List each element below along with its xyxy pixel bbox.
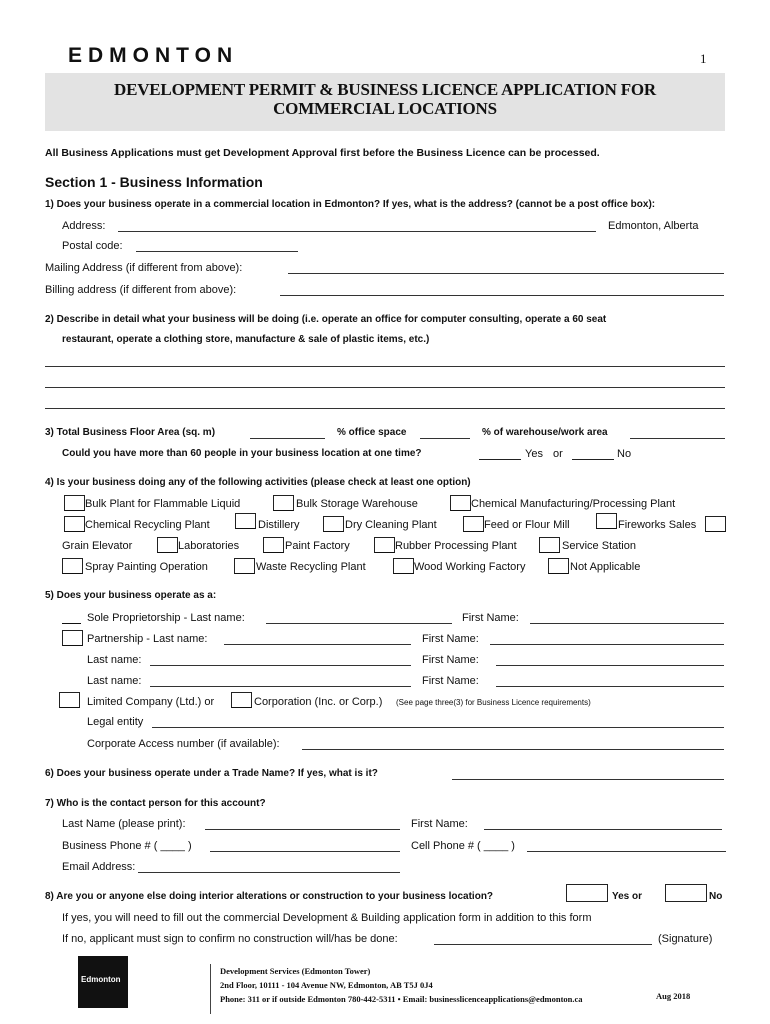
if-yes-note: If yes, you will need to fill out the commercial Development & Building application form in addition to this form — [62, 912, 592, 924]
chemical-recycling-label: Chemical Recycling Plant — [85, 519, 210, 531]
question-6: 6) Does your business operate under a Trade Name? If yes, what is it? — [45, 768, 378, 779]
not-applicable-checkbox[interactable] — [548, 558, 569, 574]
description-line[interactable] — [45, 366, 725, 367]
feed-mill-checkbox[interactable] — [463, 516, 484, 532]
billing-address-field[interactable] — [280, 295, 724, 296]
mailing-address-field[interactable] — [288, 273, 724, 274]
billing-address-label: Billing address (if different from above): — [45, 284, 237, 296]
corporation-checkbox[interactable] — [231, 692, 252, 708]
footer-logo-text: Edmonton — [81, 975, 121, 984]
corporation-note: (See page three(3) for Business Licence requirements) — [396, 698, 591, 707]
edmonton-footer-logo — [78, 956, 128, 1008]
bulk-storage-label: Bulk Storage Warehouse — [296, 498, 418, 510]
or-label: or — [553, 448, 563, 460]
partner-first-name-field[interactable] — [496, 665, 724, 666]
wood-working-label: Wood Working Factory — [414, 561, 526, 573]
question-5: 5) Does your business operate as a: — [45, 590, 217, 601]
laboratories-label: Laboratories — [178, 540, 240, 552]
question-7: 7) Who is the contact person for this account? — [45, 798, 266, 809]
rubber-label: Rubber Processing Plant — [395, 540, 517, 552]
description-line[interactable] — [45, 408, 725, 409]
grain-elevator-checkbox[interactable] — [705, 516, 726, 532]
warehouse-area-label: % of warehouse/work area — [482, 427, 608, 438]
bulk-plant-checkbox[interactable] — [64, 495, 85, 511]
section-heading: Section 1 - Business Information — [45, 174, 263, 190]
service-station-label: Service Station — [562, 540, 636, 552]
corporate-access-field[interactable] — [302, 749, 724, 750]
sole-prop-checkbox[interactable] — [62, 609, 81, 624]
wood-working-checkbox[interactable] — [393, 558, 414, 574]
floor-area-field[interactable] — [250, 438, 325, 439]
question-2: 2) Describe in detail what your business will be doing (i.e. operate an office for computer consulting, operate a 60 seat — [45, 314, 607, 325]
partner-first-name-field[interactable] — [496, 686, 724, 687]
floor-area-label: 3) Total Business Floor Area (sq. m) — [45, 427, 216, 438]
city-text: Edmonton, Alberta — [608, 220, 699, 232]
if-no-note: If no, applicant must sign to confirm no construction will/has be done: — [62, 933, 398, 945]
last-name-label: Last name: — [87, 675, 142, 687]
address-field[interactable] — [118, 231, 596, 232]
limited-company-checkbox[interactable] — [59, 692, 80, 708]
partnership-first-name-field[interactable] — [490, 644, 724, 645]
signature-field[interactable] — [434, 944, 652, 945]
business-phone-label: Business Phone # ( ____ ) — [62, 840, 192, 852]
cell-phone-field[interactable] — [527, 851, 726, 852]
sole-prop-last-name-field[interactable] — [266, 623, 452, 624]
email-field[interactable] — [138, 872, 400, 873]
yes-label: Yes — [525, 448, 543, 460]
service-station-checkbox[interactable] — [539, 537, 560, 553]
bulk-plant-label: Bulk Plant for Flammable Liquid — [85, 498, 241, 510]
fireworks-checkbox[interactable] — [596, 513, 617, 529]
first-name-label: First Name: — [422, 633, 479, 645]
page-number: 1 — [700, 51, 707, 66]
grain-elevator-label: Grain Elevator — [62, 540, 133, 552]
partner-last-name-field[interactable] — [150, 665, 411, 666]
construction-yes-checkbox[interactable] — [566, 884, 608, 902]
limited-company-label: Limited Company (Ltd.) or — [87, 696, 215, 708]
trade-name-field[interactable] — [452, 779, 724, 780]
paint-factory-checkbox[interactable] — [263, 537, 284, 553]
bulk-storage-checkbox[interactable] — [273, 495, 294, 511]
rubber-checkbox[interactable] — [374, 537, 395, 553]
legal-entity-label: Legal entity — [87, 716, 144, 728]
first-name-label: First Name: — [462, 612, 519, 624]
chemical-mfg-checkbox[interactable] — [450, 495, 471, 511]
mailing-address-label: Mailing Address (if different from above): — [45, 262, 243, 274]
legal-entity-field[interactable] — [152, 727, 724, 728]
contact-first-name-label: First Name: — [411, 818, 468, 830]
people-question: Could you have more than 60 people in your business location at one time? — [62, 448, 422, 459]
office-space-label: % office space — [337, 427, 407, 438]
question-1: 1) Does your business operate in a commercial location in Edmonton? If yes, what is the address? (cannot be a post office box): — [45, 199, 656, 210]
corporation-label: Corporation (Inc. or Corp.) — [254, 696, 383, 708]
first-name-label: First Name: — [422, 675, 479, 687]
footer-line-3: Phone: 311 or if outside Edmonton 780-442-5311 • Email: businesslicenceapplications@edmonton.ca — [220, 994, 583, 1004]
page-title-line2: COMMERCIAL LOCATIONS — [273, 99, 497, 118]
footer-line-2: 2nd Floor, 10111 - 104 Avenue NW, Edmonton, AB T5J 0J4 — [220, 980, 433, 990]
chemical-mfg-label: Chemical Manufacturing/Processing Plant — [471, 498, 676, 510]
warehouse-area-field[interactable] — [630, 438, 725, 439]
laboratories-checkbox[interactable] — [157, 537, 178, 553]
postal-code-field[interactable] — [136, 251, 298, 252]
cell-phone-label: Cell Phone # ( ____ ) — [411, 840, 515, 852]
question-2-cont: restaurant, operate a clothing store, manufacture & sale of plastic items, etc.) — [62, 334, 430, 345]
footer-divider — [210, 964, 211, 1014]
first-name-label: First Name: — [422, 654, 479, 666]
yes-blank[interactable] — [479, 446, 521, 460]
not-applicable-label: Not Applicable — [570, 561, 641, 573]
email-label: Email Address: — [62, 861, 136, 873]
spray-painting-label: Spray Painting Operation — [85, 561, 208, 573]
office-space-field[interactable] — [420, 438, 470, 439]
contact-last-name-label: Last Name (please print): — [62, 818, 186, 830]
contact-first-name-field[interactable] — [484, 829, 722, 830]
waste-recycling-checkbox[interactable] — [234, 558, 255, 574]
dry-cleaning-label: Dry Cleaning Plant — [345, 519, 437, 531]
dry-cleaning-checkbox[interactable] — [323, 516, 344, 532]
page-title-line1: DEVELOPMENT PERMIT & BUSINESS LICENCE APPLICATION FOR — [114, 80, 656, 99]
construction-no-checkbox[interactable] — [665, 884, 707, 902]
question-4: 4) Is your business doing any of the following activities (please check at least one option) — [45, 477, 471, 488]
no-label: No — [617, 448, 632, 460]
description-line[interactable] — [45, 387, 725, 388]
sole-prop-label: Sole Proprietorship - Last name: — [87, 612, 245, 624]
sole-prop-first-name-field[interactable] — [530, 623, 724, 624]
question-8: 8) Are you or anyone else doing interior alterations or construction to your business location? — [45, 891, 494, 902]
corporate-access-label: Corporate Access number (if available): — [87, 738, 280, 750]
address-label: Address: — [62, 220, 106, 232]
feed-mill-label: Feed or Flour Mill — [484, 519, 570, 531]
partnership-checkbox[interactable] — [62, 630, 83, 646]
partnership-last-name-field[interactable] — [224, 644, 411, 645]
partner-last-name-field[interactable] — [150, 686, 411, 687]
distillery-label: Distillery — [258, 519, 300, 531]
postal-code-label: Postal code: — [62, 240, 123, 252]
last-name-label: Last name: — [87, 654, 142, 666]
waste-recycling-label: Waste Recycling Plant — [256, 561, 366, 573]
construction-yes-label: Yes or — [612, 891, 643, 902]
partnership-label: Partnership - Last name: — [87, 633, 208, 645]
intro-text: All Business Applications must get Development Approval first before the Business Licence can be processed. — [45, 147, 600, 159]
business-phone-field[interactable] — [210, 851, 400, 852]
footer-line-1: Development Services (Edmonton Tower) — [220, 966, 371, 976]
spray-painting-checkbox[interactable] — [62, 558, 83, 574]
footer-date: Aug 2018 — [656, 991, 691, 1001]
no-blank[interactable] — [572, 446, 614, 460]
fireworks-label: Fireworks Sales — [618, 519, 697, 531]
paint-factory-label: Paint Factory — [285, 540, 350, 552]
signature-label: (Signature) — [658, 933, 713, 945]
contact-last-name-field[interactable] — [205, 829, 400, 830]
distillery-checkbox[interactable] — [235, 513, 256, 529]
edmonton-logo: EDMONTON — [68, 44, 239, 67]
construction-no-label: No — [709, 891, 723, 902]
chemical-recycling-checkbox[interactable] — [64, 516, 85, 532]
